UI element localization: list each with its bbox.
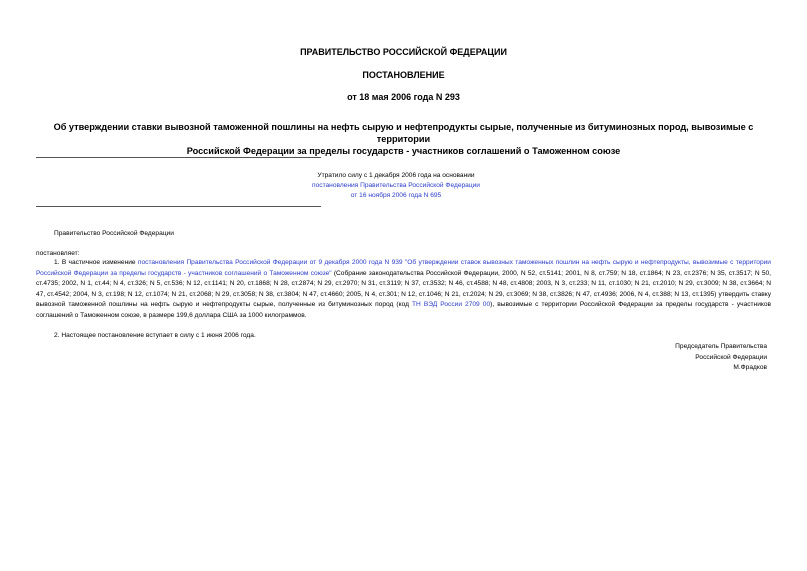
repeal-link-line-2[interactable]: от 16 ноября 2006 года N 695 — [350, 192, 442, 199]
paragraph-1-end: ), вывозимые с территории Российской Федерации за пределы государств - участников соглашений о Таможенном союзе, в размере 199,6 доллара США за 1000 килограммов. — [36, 301, 772, 319]
divider-bottom — [36, 206, 321, 207]
document-kind: ПОСТАНОВЛЕНИЕ — [362, 70, 445, 80]
tn-ved-code-link[interactable]: ТН ВЭД России 2709 00 — [412, 301, 491, 309]
paragraph-1 — [36, 258, 771, 322]
signature-block — [675, 342, 767, 374]
document-title — [36, 121, 771, 157]
repeal-note — [286, 171, 506, 201]
signature-position: Председатель Правительства — [675, 343, 767, 350]
paragraph-1-body: (Собрание законодательства Российской Федерации, 2000, N 52, ст.5141; 2001, N 8, ст.759; N 18, ст.1864; N 23, ст.2376; N 35, ст.3517; N 50, ст.4735; 2002, N 1, ст.44; N 4, ст.326; N 5, ст.536; N 12, ст.1141; N 20, ст.1868; N 28, ст.2874; N 29, ст.2970; N 31, ст.3119; N 37, ст.3532; N 46, ст.4588; N 48, ст.4808; 2003, N 3, ст.233; N 11, ст.1030; N 21, ст.2010; N 29, ст.3009; N 38, ст.3664; N 47, ст.4542; 2004, N 3, ст.198; N 12, ст.1074; N 21, ст.2068; N 29, ст.3058; N 38, ст.3804; N 47, ст.4660; 2005, N 4, ст.301; N 12, ст.1046; N 21, ст.2024; N 29, ст.3069; N 38, ст.3826; N 47, ст.4936; 2006, N 4, ст.388; N 13, ст.1395) утвердить ставку вывозной таможенной пошлины на нефть сырую и нефтепродукты сырые, полученные из битуминозных пород (код — [36, 269, 771, 309]
decree-939-link[interactable]: постановления Правительства Российской Федерации от 9 декабря 2000 года N 939 "Об утверждении ставок вывозных таможенных пошлин на нефть сырую и нефтепродукты, вывозимые с территории Российской Федерации за пределы государств - участников соглашений о Таможенном союзе" — [36, 259, 771, 277]
paragraph-2: 2. Настоящее постановление вступает в силу с 1 июня 2006 года. — [54, 332, 256, 339]
repeal-link-line-1[interactable]: постановления Правительства Российской Федерации — [312, 182, 480, 189]
signature-country: Российской Федерации — [695, 353, 767, 361]
paragraph-1-start: 1. В частичное изменение — [54, 259, 136, 266]
document-date: от 18 мая 2006 года N 293 — [347, 92, 460, 102]
intro-text: Правительство Российской Федерации — [54, 230, 174, 237]
org-heading: ПРАВИТЕЛЬСТВО РОССИЙСКОЙ ФЕДЕРАЦИИ — [300, 47, 507, 57]
divider-top — [36, 157, 321, 158]
title-line-2: Российской Федерации за пределы государств - участников соглашений о Таможенном союзе — [186, 146, 621, 156]
signature-name: М.Фрадков — [733, 364, 767, 371]
title-line-1: Об утверждении ставки вывозной таможенной пошлины на нефть сырую и нефтепродукты сырые, полученные из битуминозных пород, вывозимые с территории — [53, 122, 754, 144]
decree-word: постановляет: — [36, 250, 80, 257]
repeal-note-text: Утратило силу с 1 декабря 2006 года на основании — [317, 172, 475, 179]
